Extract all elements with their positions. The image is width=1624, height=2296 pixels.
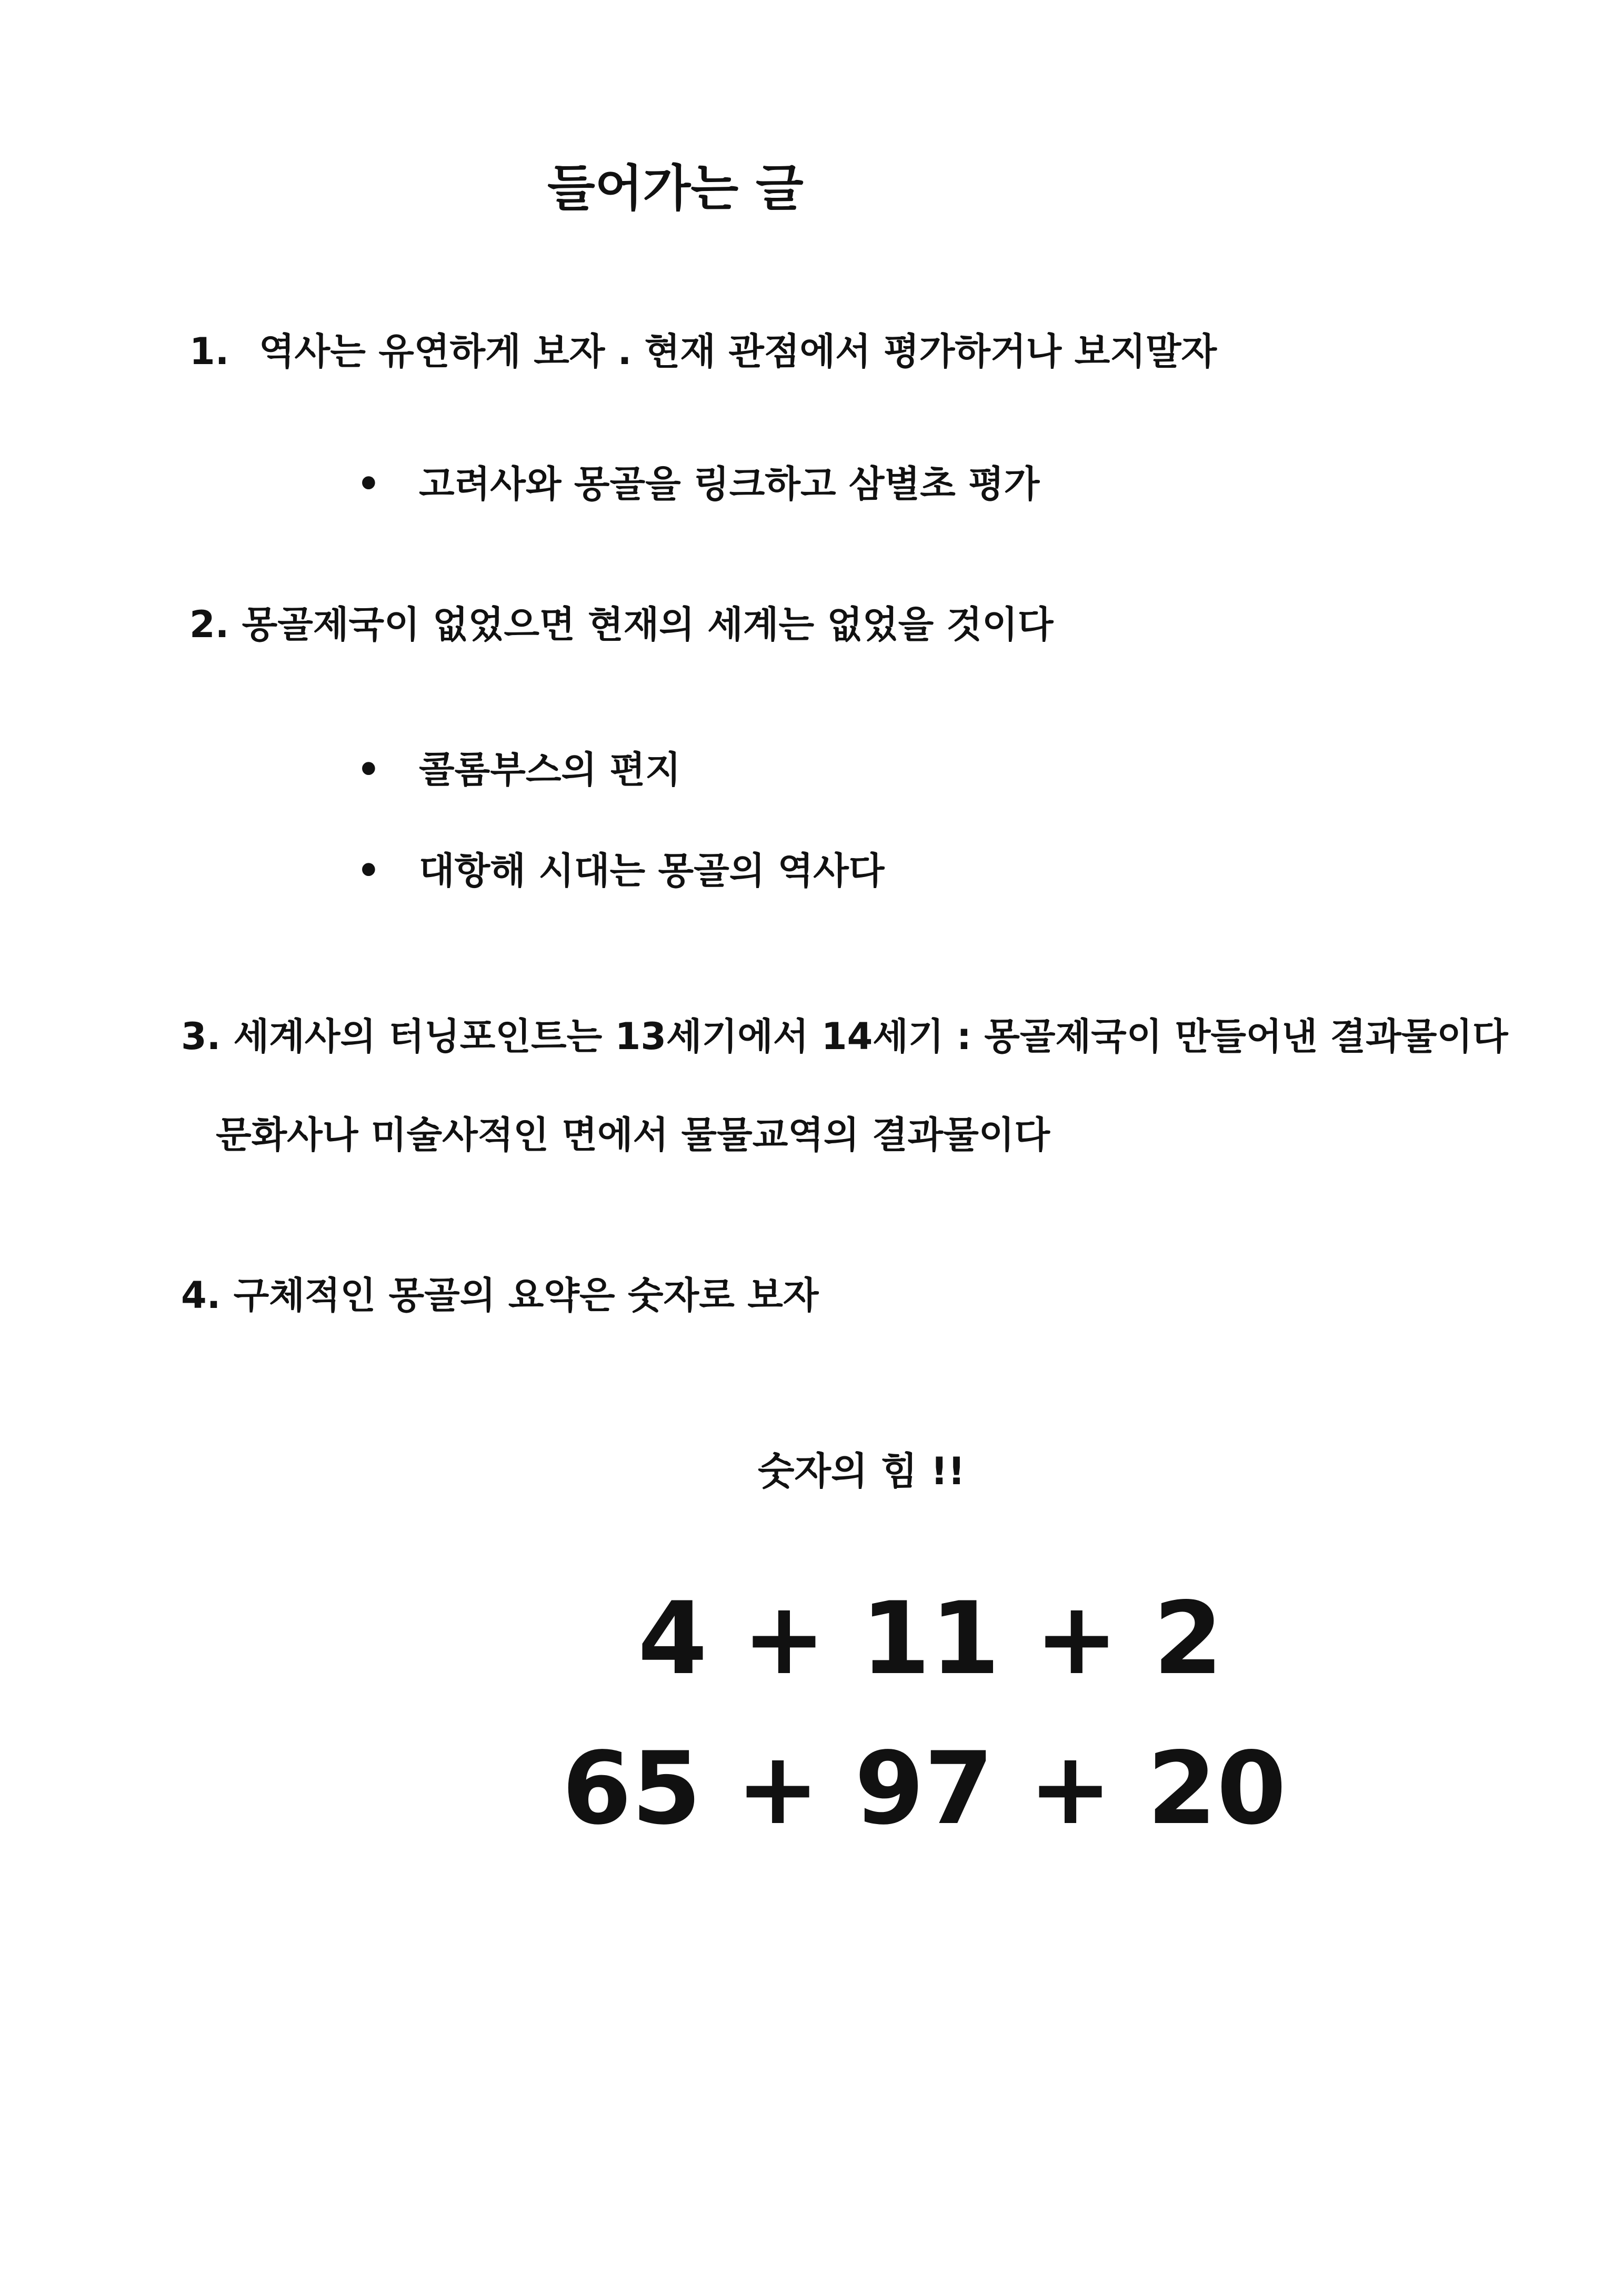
- equation-2: 65 + 97 + 20: [562, 1730, 1287, 1847]
- bullet-icon: •: [357, 849, 380, 892]
- item-2-text: 2. 몽골제국이 없었으면 현재의 세계는 없었을 것이다: [189, 603, 1054, 646]
- bullet-text: 고려사와 몽골을 링크하고 삼별초 평가: [419, 462, 1040, 506]
- bullet-text: 콜롬부스의 편지: [419, 748, 681, 791]
- item-4-text: 4. 구체적인 몽골의 요약은 숫자로 보자: [181, 1274, 819, 1317]
- item-1-text: 역사는 유연하게 보자 . 현재 관점에서 평가하거나 보지말자: [259, 330, 1217, 373]
- bullet-icon: •: [357, 748, 380, 791]
- item-3-text: 3. 세계사의 터닝포인트는 13세기에서 14세기 : 몽골제국이 만들어낸 결과물이다: [181, 1015, 1508, 1058]
- bullet-text: 대항해 시대는 몽골의 역사다: [419, 849, 885, 892]
- bullet-icon: •: [357, 462, 380, 506]
- equation-1: 4 + 11 + 2: [638, 1580, 1223, 1697]
- item-3-continuation: 문화사나 미술사적인 면에서 물물교역의 결과물이다: [216, 1113, 1050, 1156]
- document-title: 들어가는 글: [547, 160, 804, 217]
- power-of-numbers-heading: 숫자의 힘 !!: [758, 1449, 966, 1493]
- item-1-number: 1.: [189, 330, 229, 373]
